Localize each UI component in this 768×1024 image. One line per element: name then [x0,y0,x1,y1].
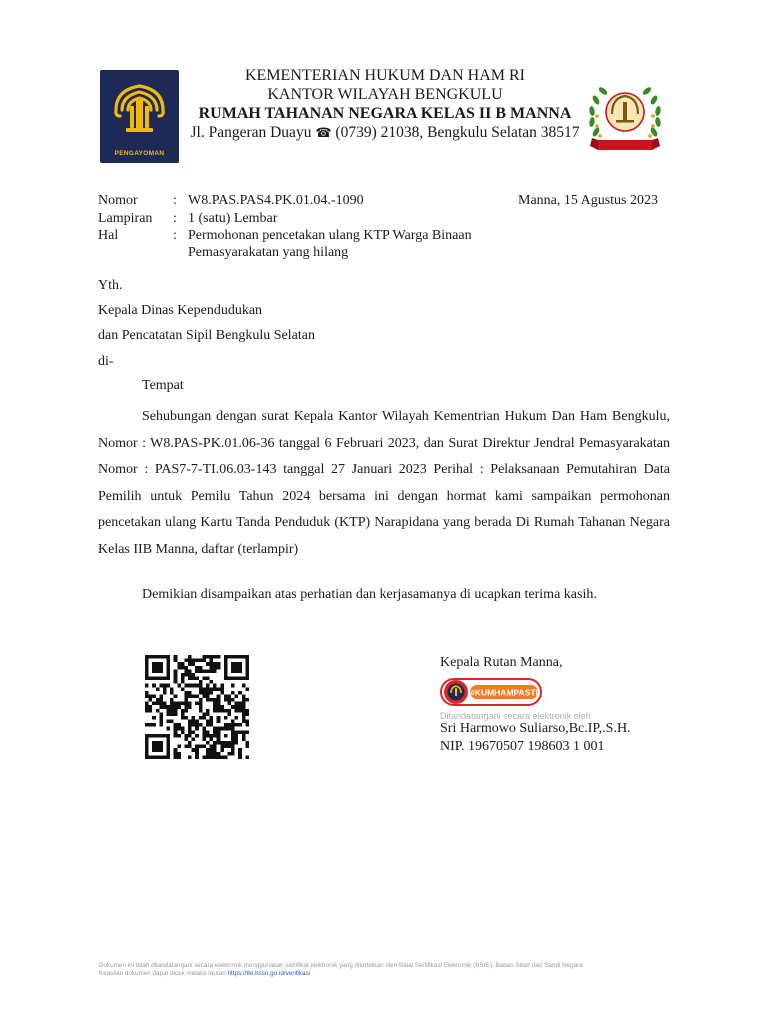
ministry-logo [100,70,179,163]
lampiran-label: Lampiran [98,211,153,226]
telephone-icon: ☎ [315,126,332,141]
verify-link[interactable]: https://tte.bssn.go.id/verifikasi [227,970,311,977]
salutation: Yth. [98,278,123,293]
footer-disclaimer: Dokumen ini telah ditandatangani secara elektronik menggunakan sertifikat elektronik yang diterbitkan oleh Balai Sertifikasi Elektronik (BSrE), Badan Siber dan Sandi Negara [99,962,583,969]
signer-nip: NIP. 19670507 198603 1 001 [440,739,605,754]
nomor-label: Nomor [98,193,138,208]
letterhead-address [190,124,580,142]
nomor-value: W8.PAS.PAS4.PK.01.04.-1090 [188,193,364,208]
badge-text: #KUMHAMPASTI [470,687,538,698]
footer-verify-line [99,970,310,977]
signer-title: Kepala Rutan Manna, [440,655,563,670]
ministry-tree-emblem-icon [106,76,173,138]
logo-label: PENGAYOMAN [114,150,165,157]
kumham-pasti-badge-icon [440,676,542,708]
closing-sentence: Demikian disampaikan atas perhatian dan kerjasamanya di ucapkan terima kasih. [142,587,597,602]
hal-colon: : [173,228,177,243]
addressee-place: Tempat [142,378,184,393]
lampiran-value: 1 (satu) Lembar [188,211,278,226]
lampiran-colon: : [173,211,177,226]
nomor-colon: : [173,193,177,208]
letterhead-institution: RUMAH TAHANAN NEGARA KELAS II B MANNA [198,105,572,122]
hal-label: Hal [98,228,119,243]
address-phone-city: (0739) 21038, Bengkulu Selatan 38517 [335,124,580,141]
letterhead-regional-office: KANTOR WILAYAH BENGKULU [267,86,503,103]
signer-name: Sri Harmowo Suliarso,Bc.IP,.S.H. [440,721,631,736]
wreath-crest-icon [582,74,668,160]
hal-value-line2: Pemasyarakatan yang hilang [188,245,349,260]
addressee-line2: dan Pencatatan Sipil Bengkulu Selatan [98,328,315,343]
letter-date: Manna, 15 Agustus 2023 [518,193,658,208]
address-street: Jl. Pangeran Duayu [190,124,312,141]
body-paragraph: Sehubungan dengan surat Kepala Kantor Wilayah Kementrian Hukum Dan Ham Bengkulu, Nomor : W8.PAS-PK.01.06-36 tanggal 6 Februari 2023, dan Surat Direktur Jendral Pemasyarakatan Nomor : PAS7-7-TI.06.03-143 tanggal 27 Januari 2023 Perihal : Pelaksanaan Pemutahiran Data Pemilih untuk Pemilu Tahun 2024 bersama ini dengan hormat kami sampaikan permohonan pencetakan ulang Kartu Tanda Penduduk (KTP) Narapidana yang berada Di Rumah Tahanan Negara Kelas IIB Manna, daftar (terlampir) [98,409,670,557]
letterhead-ministry: KEMENTERIAN HUKUM DAN HAM RI [245,67,525,84]
addressee-line1: Kepala Dinas Kependudukan [98,303,263,318]
addressee-di: di- [98,354,114,369]
qr-code-icon [145,655,249,759]
footer-verify-text: Keaslian dokumen dapat dicek melalui tautan [99,970,226,977]
esign-note: Ditandatangani secara elektronik oleh [440,711,591,721]
hal-value-line1: Permohonan pencetakan ulang KTP Warga Binaan [188,228,472,243]
